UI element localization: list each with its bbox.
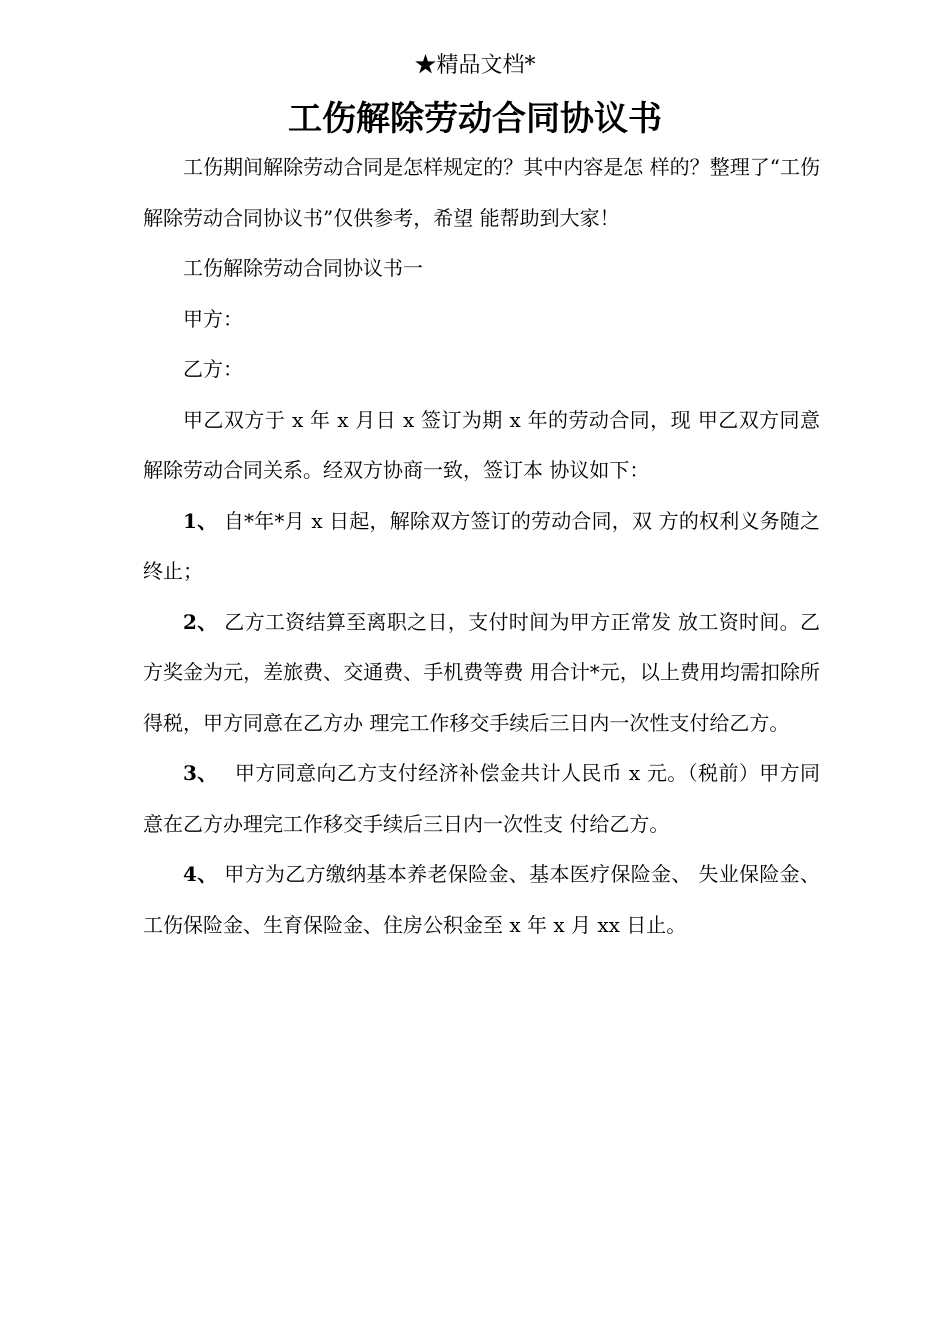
clause-text: 乙方工资结算至离职之日，支付时间为甲方正常发 放工资时间。乙方奖金为元，差旅费、交通费、手机费等费 用合计*元，以上费用均需扣除所得税，甲方同意在乙方办 理完工作移交手续后三日内一次性支付给乙方。	[143, 609, 821, 735]
clause-4	[143, 849, 820, 950]
document-body	[143, 142, 820, 950]
header-mark: ★精品文档*	[414, 53, 536, 78]
clause-number: 3、	[183, 761, 208, 785]
clause-text: 自*年*月 x 日起，解除双方签订的劳动合同，双 方的权利义务随之终止；	[143, 508, 820, 583]
document-title: 工伤解除劳动合同协议书	[288, 99, 662, 139]
clause-text: 甲方为乙方缴纳基本养老保险金、基本医疗保险金、 失业保险金、工伤保险金、生育保险金、住房公积金至 x 年 x 月 xx 日止。	[143, 862, 821, 937]
clause-2	[143, 597, 820, 749]
clause-3	[143, 748, 820, 849]
clause-number: 2、	[183, 609, 218, 634]
clause-number: 4、	[183, 862, 218, 886]
subtitle-paragraph: 工伤解除劳动合同协议书一	[183, 256, 423, 280]
clause-text: 甲方同意向乙方支付经济补偿金共计人民币 x 元。（税前）甲方同意在乙方办理完工作移交手续后三日内一次性支 付给乙方。	[143, 761, 820, 836]
party-b-line: 乙方：	[183, 357, 243, 381]
agreement-preamble: 甲乙双方于 x 年 x 月日 x 签订为期 x 年的劳动合同，现 甲乙双方同意解除劳动合同关系。经双方协商一致，签订本 协议如下：	[143, 407, 820, 482]
party-a-line: 甲方：	[183, 306, 243, 331]
intro-paragraph: 工伤期间解除劳动合同是怎样规定的？其中内容是怎 样的？整理了“工伤解除劳动合同协议书”仅供参考，希望 能帮助到大家！	[143, 155, 820, 230]
clause-number: 1、	[183, 508, 218, 533]
clause-1	[143, 496, 820, 597]
